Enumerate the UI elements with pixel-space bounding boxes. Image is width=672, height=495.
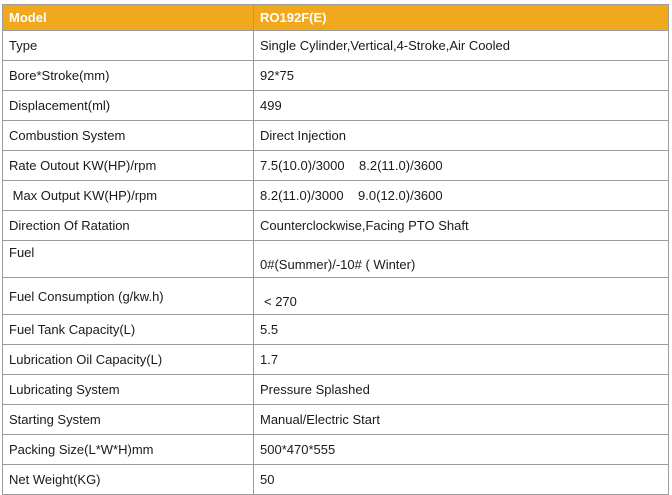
table-row [3, 435, 669, 465]
row-value: Pressure Splashed [254, 375, 669, 405]
table-row [3, 211, 669, 241]
row-label: Net Weight(KG) [3, 465, 254, 495]
row-value: Manual/Electric Start [254, 405, 669, 435]
row-value: 500*470*555 [254, 435, 669, 465]
table-row [3, 61, 669, 91]
row-label: Displacement(ml) [3, 91, 254, 121]
table-header-row [3, 5, 669, 31]
row-value: 499 [254, 91, 669, 121]
row-value: 92*75 [254, 61, 669, 91]
row-label: Packing Size(L*W*H)mm [3, 435, 254, 465]
table-row [3, 345, 669, 375]
row-value: 5.5 [254, 315, 669, 345]
row-label: Lubrication Oil Capacity(L) [3, 345, 254, 375]
row-value: Counterclockwise,Facing PTO Shaft [254, 211, 669, 241]
row-label: Bore*Stroke(mm) [3, 61, 254, 91]
row-value: 50 [254, 465, 669, 495]
table-row [3, 315, 669, 345]
row-value: Single Cylinder,Vertical,4-Stroke,Air Cooled [254, 31, 669, 61]
row-value: 0#(Summer)/-10# ( Winter) [254, 241, 669, 278]
spec-table [2, 4, 669, 495]
header-label: Model [3, 5, 254, 31]
row-label: Starting System [3, 405, 254, 435]
table-row [3, 375, 669, 405]
row-value: 1.7 [254, 345, 669, 375]
table-row [3, 121, 669, 151]
table-row [3, 91, 669, 121]
row-label: Type [3, 31, 254, 61]
row-label: Max Output KW(HP)/rpm [3, 181, 254, 211]
row-value: 7.5(10.0)/3000 8.2(11.0)/3600 [254, 151, 669, 181]
table-row [3, 278, 669, 315]
table-row [3, 31, 669, 61]
row-label: Fuel Consumption (g/kw.h) [3, 278, 254, 315]
table-row [3, 181, 669, 211]
row-label: Fuel Tank Capacity(L) [3, 315, 254, 345]
table-row [3, 151, 669, 181]
row-label: Rate Outout KW(HP)/rpm [3, 151, 254, 181]
table-row [3, 465, 669, 495]
row-value: < 270 [254, 278, 669, 315]
row-value: Direct Injection [254, 121, 669, 151]
header-value: RO192F(E) [254, 5, 669, 31]
table-row [3, 241, 669, 278]
row-label: Lubricating System [3, 375, 254, 405]
table-row [3, 405, 669, 435]
row-label: Direction Of Ratation [3, 211, 254, 241]
row-label: Fuel [3, 241, 254, 278]
row-value: 8.2(11.0)/3000 9.0(12.0)/3600 [254, 181, 669, 211]
row-label: Combustion System [3, 121, 254, 151]
